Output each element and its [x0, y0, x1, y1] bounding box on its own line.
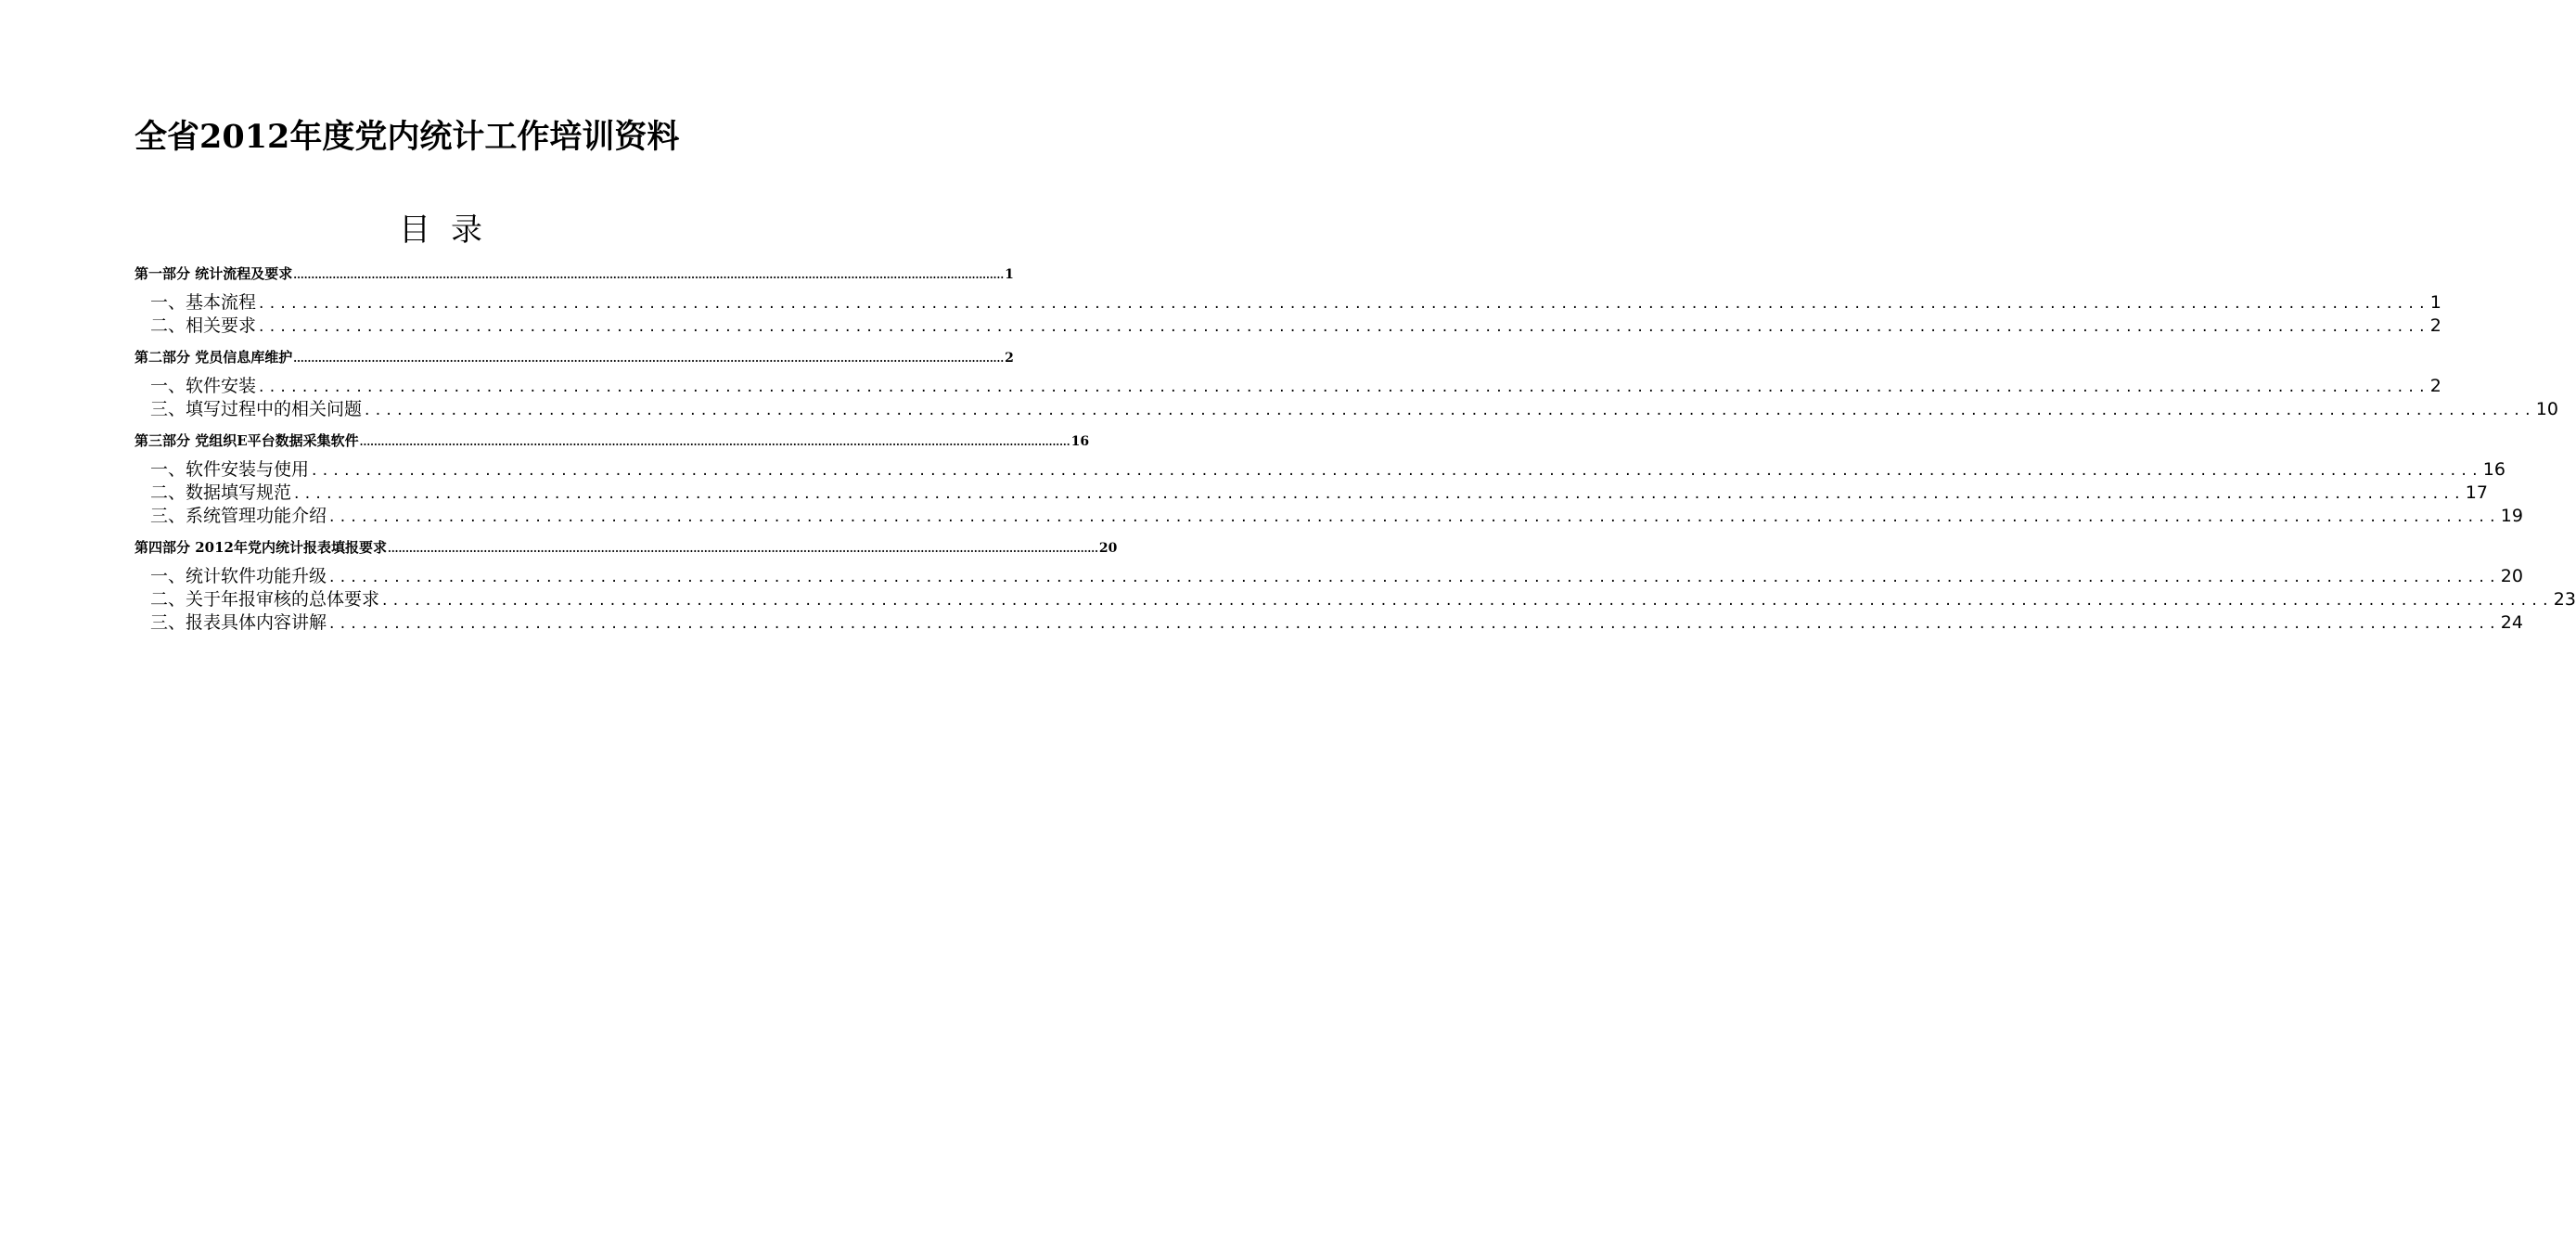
toc-heading: 目录	[399, 212, 503, 249]
toc-leader: ........................................................................................................................................................................................................	[294, 484, 2466, 503]
toc-leader: ........................................................................................................................................................................................................	[365, 401, 2536, 419]
toc-leader: ........................................................................................................................................................................................................	[293, 269, 1005, 281]
toc-part-label: 第三部分 党组织E平台数据采集软件	[135, 432, 359, 449]
toc-item[interactable]	[135, 315, 2441, 338]
toc-item-label: 三、填写过程中的相关问题	[150, 399, 363, 419]
toc-leader: ........................................................................................................................................................................................................	[259, 317, 2430, 336]
toc-item-label: 二、关于年报审核的总体要求	[150, 589, 380, 610]
toc-item[interactable]	[135, 398, 2558, 421]
toc-part-4[interactable]	[135, 534, 1118, 561]
table-of-contents	[135, 260, 2576, 635]
document-title: 全省2012年度党内统计工作培训资料	[135, 118, 680, 156]
toc-page-number: 17	[2465, 482, 2488, 503]
toc-page-number: 2	[1005, 351, 1014, 366]
toc-page-number: 1	[1005, 267, 1014, 282]
toc-item[interactable]	[135, 458, 2506, 482]
toc-leader: ........................................................................................................................................................................................................	[387, 543, 1098, 555]
toc-item[interactable]	[135, 588, 2576, 611]
toc-leader: ........................................................................................................................................................................................................	[259, 378, 2430, 396]
toc-item-label: 三、系统管理功能介绍	[150, 506, 327, 526]
toc-leader: ........................................................................................................................................................................................................	[329, 568, 2501, 586]
toc-page-number: 20	[2500, 566, 2523, 586]
toc-item-label: 一、软件安装与使用	[150, 459, 310, 480]
toc-leader: ........................................................................................................................................................................................................	[329, 508, 2501, 526]
toc-page-number: 16	[2482, 459, 2506, 480]
toc-part-2[interactable]	[135, 343, 1014, 371]
toc-page-number: 20	[1098, 541, 1118, 556]
toc-page-number: 24	[2500, 612, 2523, 633]
toc-page-number: 1	[2429, 292, 2441, 313]
toc-page-number: 10	[2535, 399, 2558, 419]
toc-item-label: 一、软件安装	[150, 376, 257, 396]
toc-item-label: 一、基本流程	[150, 292, 257, 313]
toc-item[interactable]	[135, 505, 2523, 528]
toc-part-3[interactable]	[135, 427, 1090, 455]
toc-item[interactable]	[135, 375, 2441, 398]
toc-item-label: 二、相关要求	[150, 315, 257, 336]
toc-leader: ........................................................................................................................................................................................................	[329, 614, 2501, 633]
toc-page-number: 2	[2429, 376, 2441, 396]
toc-item-label: 二、数据填写规范	[150, 482, 292, 503]
toc-part-label: 第四部分 2012年党内统计报表填报要求	[135, 539, 387, 556]
toc-leader: ........................................................................................................................................................................................................	[293, 353, 1005, 365]
toc-item[interactable]	[135, 611, 2523, 635]
toc-part-label: 第一部分 统计流程及要求	[135, 265, 293, 282]
toc-part-label: 第二部分 党员信息库维护	[135, 349, 293, 366]
toc-item-label: 三、报表具体内容讲解	[150, 612, 327, 633]
toc-item[interactable]	[135, 565, 2523, 588]
toc-leader: ........................................................................................................................................................................................................	[359, 436, 1070, 448]
toc-page-number: 2	[2429, 315, 2441, 336]
toc-item-label: 一、统计软件功能升级	[150, 566, 327, 586]
toc-part-1[interactable]	[135, 260, 1014, 288]
toc-page-number: 16	[1070, 434, 1090, 449]
toc-leader: ........................................................................................................................................................................................................	[259, 294, 2430, 313]
toc-item[interactable]	[135, 482, 2488, 505]
toc-leader: ........................................................................................................................................................................................................	[382, 591, 2554, 610]
toc-item[interactable]	[135, 291, 2441, 315]
toc-page-number: 23	[2553, 589, 2576, 610]
toc-page-number: 19	[2500, 506, 2523, 526]
toc-leader: ........................................................................................................................................................................................................	[312, 461, 2483, 480]
